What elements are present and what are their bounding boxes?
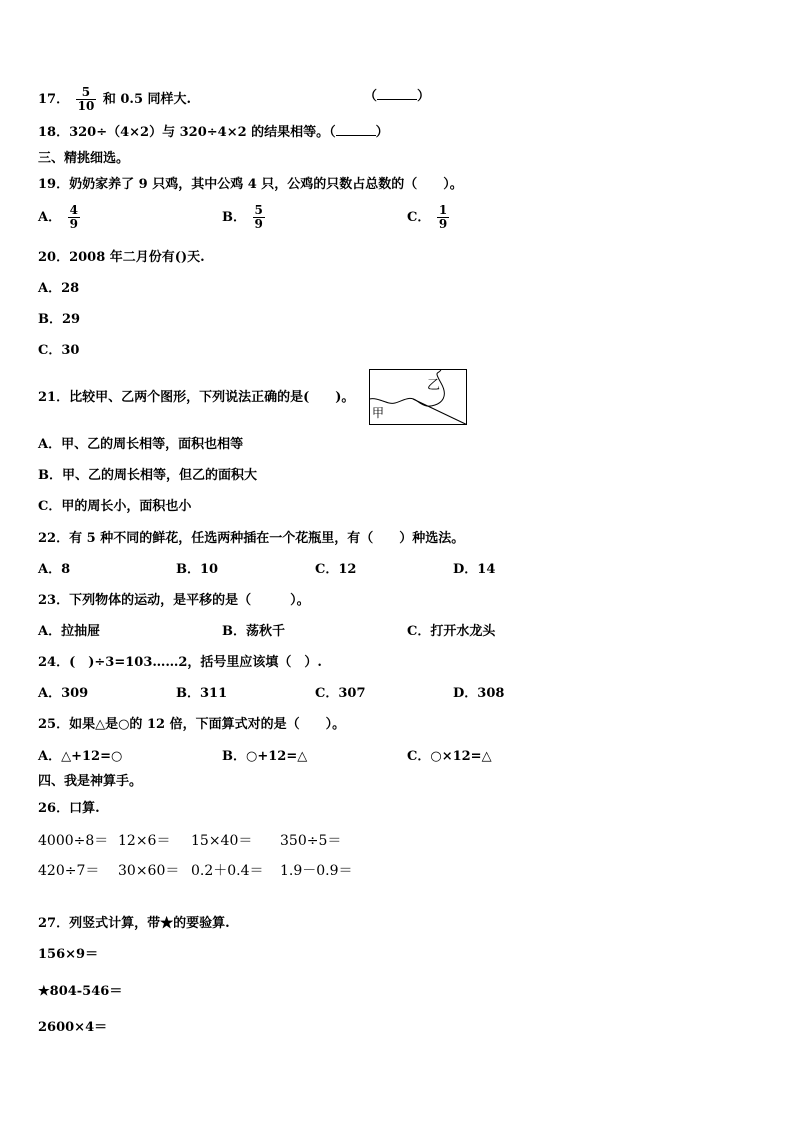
question-text: 和 0.5 同样大. [102, 92, 192, 107]
question-21: 21．比较甲、乙两个图形，下列说法正确的是( )。 [38, 390, 355, 405]
option-20-b[interactable]: B．29 [38, 312, 81, 327]
written-calc-item: ★804-546＝ [38, 984, 123, 999]
option-24-b[interactable]: B．311 [176, 686, 228, 701]
fraction: $\frac{5}{9}$ [254, 203, 263, 231]
question-number: 17． [38, 92, 70, 107]
question-18: 18．320÷（4×2）与 320÷4×2 的结果相等。（ ） [38, 125, 389, 140]
question-23: 23．下列物体的运动，是平移的是（ ）。 [38, 593, 310, 608]
option-21-b[interactable]: B．甲、乙的周长相等，但乙的面积大 [38, 468, 257, 483]
answer-blank-18[interactable] [336, 124, 376, 136]
option-19-c[interactable]: C． $\frac{1}{9}$ [407, 203, 448, 231]
option-25-b[interactable]: B．○+12=△ [222, 749, 308, 764]
option-20-a[interactable]: A．28 [38, 281, 80, 296]
question-26-title: 26．口算. [38, 801, 100, 816]
question-17 [38, 86, 191, 113]
fraction: $\frac{5}{10}$ [77, 85, 95, 113]
question-22: 22．有 5 种不同的鲜花，任选两种插在一个花瓶里，有（ ）种选法。 [38, 531, 465, 546]
option-22-a[interactable]: A．8 [38, 562, 71, 577]
jia-yi-figure [369, 369, 467, 425]
figure-label-yi: 乙 [427, 378, 441, 393]
oral-calc-item: 4000÷8＝ [38, 833, 109, 849]
option-24-a[interactable]: A．309 [38, 686, 89, 701]
option-22-c[interactable]: C．12 [315, 562, 357, 577]
figure-label-jia: 甲 [372, 406, 385, 420]
option-22-b[interactable]: B．10 [176, 562, 219, 577]
figure-rectangle [370, 370, 467, 425]
question-19: 19．奶奶家养了 9 只鸡，其中公鸡 4 只，公鸡的只数占总数的（ ）。 [38, 177, 463, 192]
option-23-b[interactable]: B．荡秋千 [222, 624, 285, 639]
option-19-a[interactable]: A． $\frac{4}{9}$ [38, 203, 78, 231]
option-21-c[interactable]: C．甲的周长小，面积也小 [38, 499, 192, 514]
option-23-a[interactable]: A．拉抽屉 [38, 624, 101, 639]
oral-calc-item: 350÷5＝ [280, 833, 342, 849]
written-calc-item: 2600×4＝ [38, 1020, 108, 1035]
fraction: $\frac{1}{9}$ [438, 203, 448, 231]
option-23-c[interactable]: C．打开水龙头 [407, 624, 496, 639]
question-27-title: 27．列竖式计算，带★的要验算. [38, 916, 230, 931]
oral-calc-item: 30×60＝ [118, 863, 180, 879]
option-21-a[interactable]: A．甲、乙的周长相等，面积也相等 [38, 437, 244, 452]
fraction: $\frac{4}{9}$ [69, 203, 78, 231]
written-calc-item: 156×9＝ [38, 947, 99, 962]
oral-calc-item: 1.9－0.9＝ [280, 863, 353, 879]
question-20: 20．2008 年二月份有()天. [38, 250, 205, 265]
oral-calc-item: 420÷7＝ [38, 863, 100, 879]
oral-calc-item: 12×6＝ [118, 833, 171, 849]
option-25-c[interactable]: C．○×12=△ [407, 749, 492, 764]
option-24-d[interactable]: D．308 [453, 686, 505, 701]
section-heading-3: 三、精挑细选。 [38, 151, 130, 166]
option-20-c[interactable]: C．30 [38, 343, 80, 358]
question-text: 18．320÷（4×2）与 320÷4×2 的结果相等。（ [38, 125, 336, 140]
question-25: 25．如果△是○的 12 倍，下面算式对的是（ ）。 [38, 717, 346, 732]
oral-calc-item: 0.2＋0.4＝ [191, 863, 264, 879]
answer-blank-17[interactable]: （ ） [364, 89, 431, 104]
section-heading-4: 四、我是神算手。 [38, 774, 143, 789]
option-24-c[interactable]: C．307 [315, 686, 366, 701]
oral-calc-item: 15×40＝ [191, 833, 253, 849]
option-22-d[interactable]: D．14 [453, 562, 496, 577]
option-25-a[interactable]: A．△+12=○ [38, 749, 123, 764]
option-19-b[interactable]: B． $\frac{5}{9}$ [222, 203, 263, 231]
question-24: 24．( )÷3=103……2，括号里应该填（ ）. [38, 655, 322, 670]
